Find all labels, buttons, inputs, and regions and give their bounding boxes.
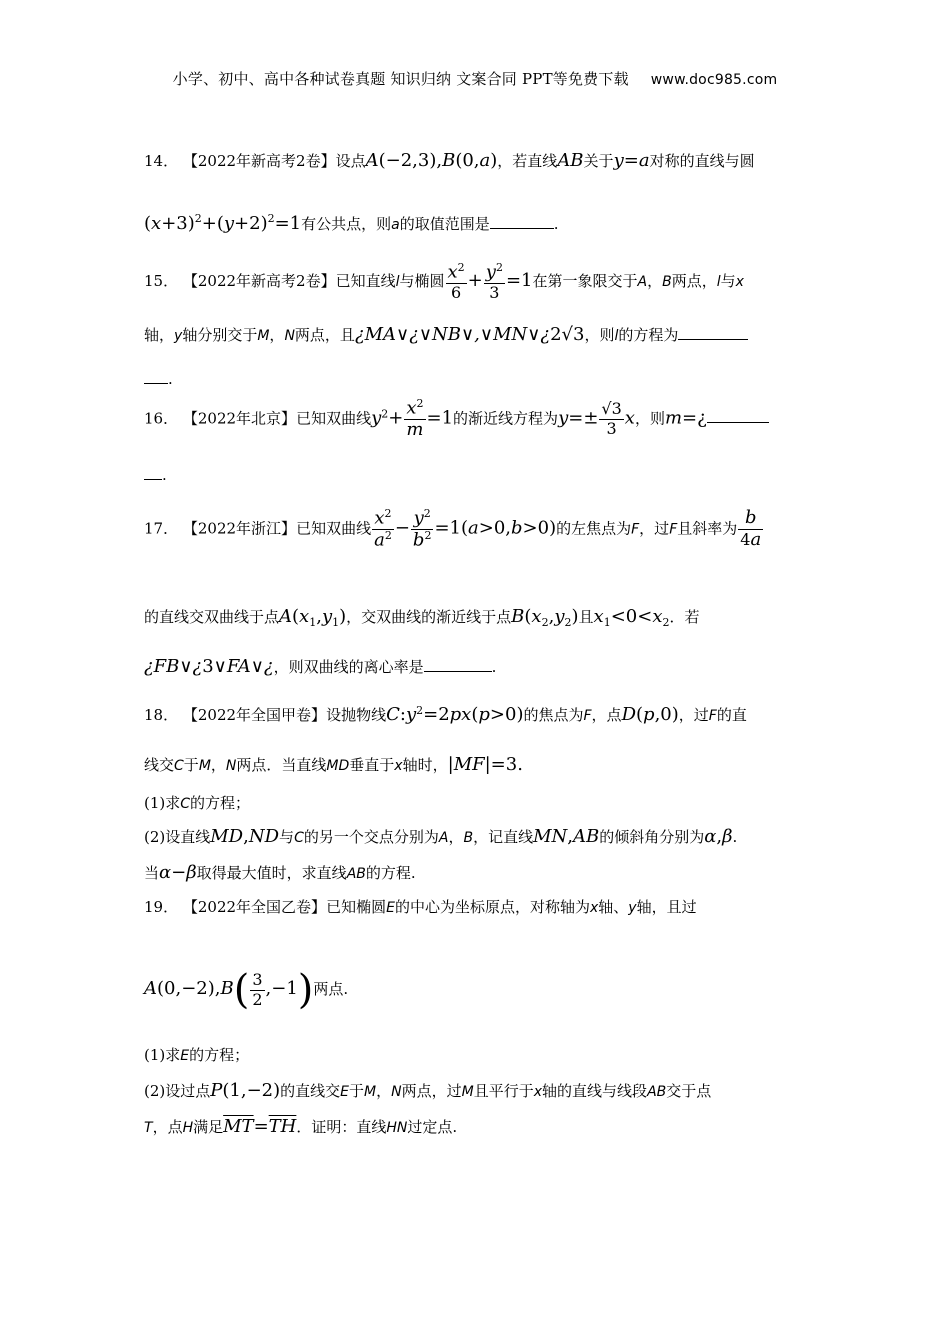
q18-part2: (2)设直线MD,ND与C的另一个交点分别为A，B，记直线MN,AB的倾斜角分别为α,β. (144, 826, 738, 847)
q15-line3: . (144, 370, 809, 388)
page-header (0, 68, 950, 89)
q14-line1: 14． 【2022年新高考2卷】设点A(−2,3),B(0,a)，若直线AB关于y=a对称的直线与圆 (144, 150, 755, 171)
q17-line1: 17． 【2022年浙江】已知双曲线 $\frac{x^2}{a^2}$ − $\frac{y^2}{b^2}$ =1(a>0,b>0)的左焦点为F，过F且斜率为 $\frac{b}{4a}$ (144, 507, 762, 551)
q18-part1: (1)求C的方程； (144, 794, 251, 812)
q17-line3: ¿FB∨¿3∨FA∨¿，则双曲线的离心率是 . (144, 656, 497, 677)
q19-part1: (1)求E的方程； (144, 1046, 250, 1064)
q16-line2: . (144, 466, 809, 484)
q19-line1: 19． 【2022年全国乙卷】已知椭圆E的中心为坐标原点，对称轴为x轴、y轴，且过 (144, 898, 697, 916)
header-url[interactable]: www.doc985.com (650, 72, 778, 88)
q16-line1: 16． 【2022年北京】已知双曲线$y^2+$ $\frac{x^2}{m}$ =1的渐近线方程为y=± $\frac{√3}{3}$ x，则m=¿ (144, 398, 809, 441)
q14-line2: $(x+3)^2+(y+2)^2=1$有公共点，则a的取值范围是 . (144, 212, 559, 234)
q18-line2: 线交C于M，N两点．当直线MD垂直于x轴时，|MF|=3. (144, 754, 523, 775)
q17-line2: 的直线交双曲线于点$A(x_1,y_1)$，交双曲线的渐近线于点$B(x_2,y_2)$且$x_1<0<x_2$．若 (144, 606, 700, 629)
q19-part2: (2)设过点P(1,−2)的直线交E于M，N两点，过M且平行于x轴的直线与线段AB交于点 (144, 1080, 712, 1101)
q18-part2-cont: 当α−β取得最大值时，求直线AB的方程. (144, 862, 416, 883)
q18-line1: 18． 【2022年全国甲卷】设抛物线$C:y^2=2px(p>0)$的焦点为F，点D(p,0)，过F的直 (144, 704, 747, 725)
q19-line2: A(0,−2),B( $\frac{3}{2}$ ,−1)两点. (144, 967, 349, 1013)
header-text: 小学、初中、高中各种试卷真题 知识归纳 文案合同 PPT等免费下载 (172, 70, 629, 88)
q15-line2: 轴，y轴分别交于M，N两点，且¿MA∨¿∨NB∨,∨MN∨¿2√3，则l的方程为 (144, 324, 809, 346)
q15-line1: 15． 【2022年新高考2卷】已知直线l与椭圆 $\frac{x^2}{6}$ + $\frac{y^2}{3}$ =1在第一象限交于A，B两点，l与x (144, 261, 744, 303)
q19-part2-cont: T，点H满足$\overline{MT}=\overline{TH}$．证明：直线HN过定点. (144, 1116, 458, 1137)
